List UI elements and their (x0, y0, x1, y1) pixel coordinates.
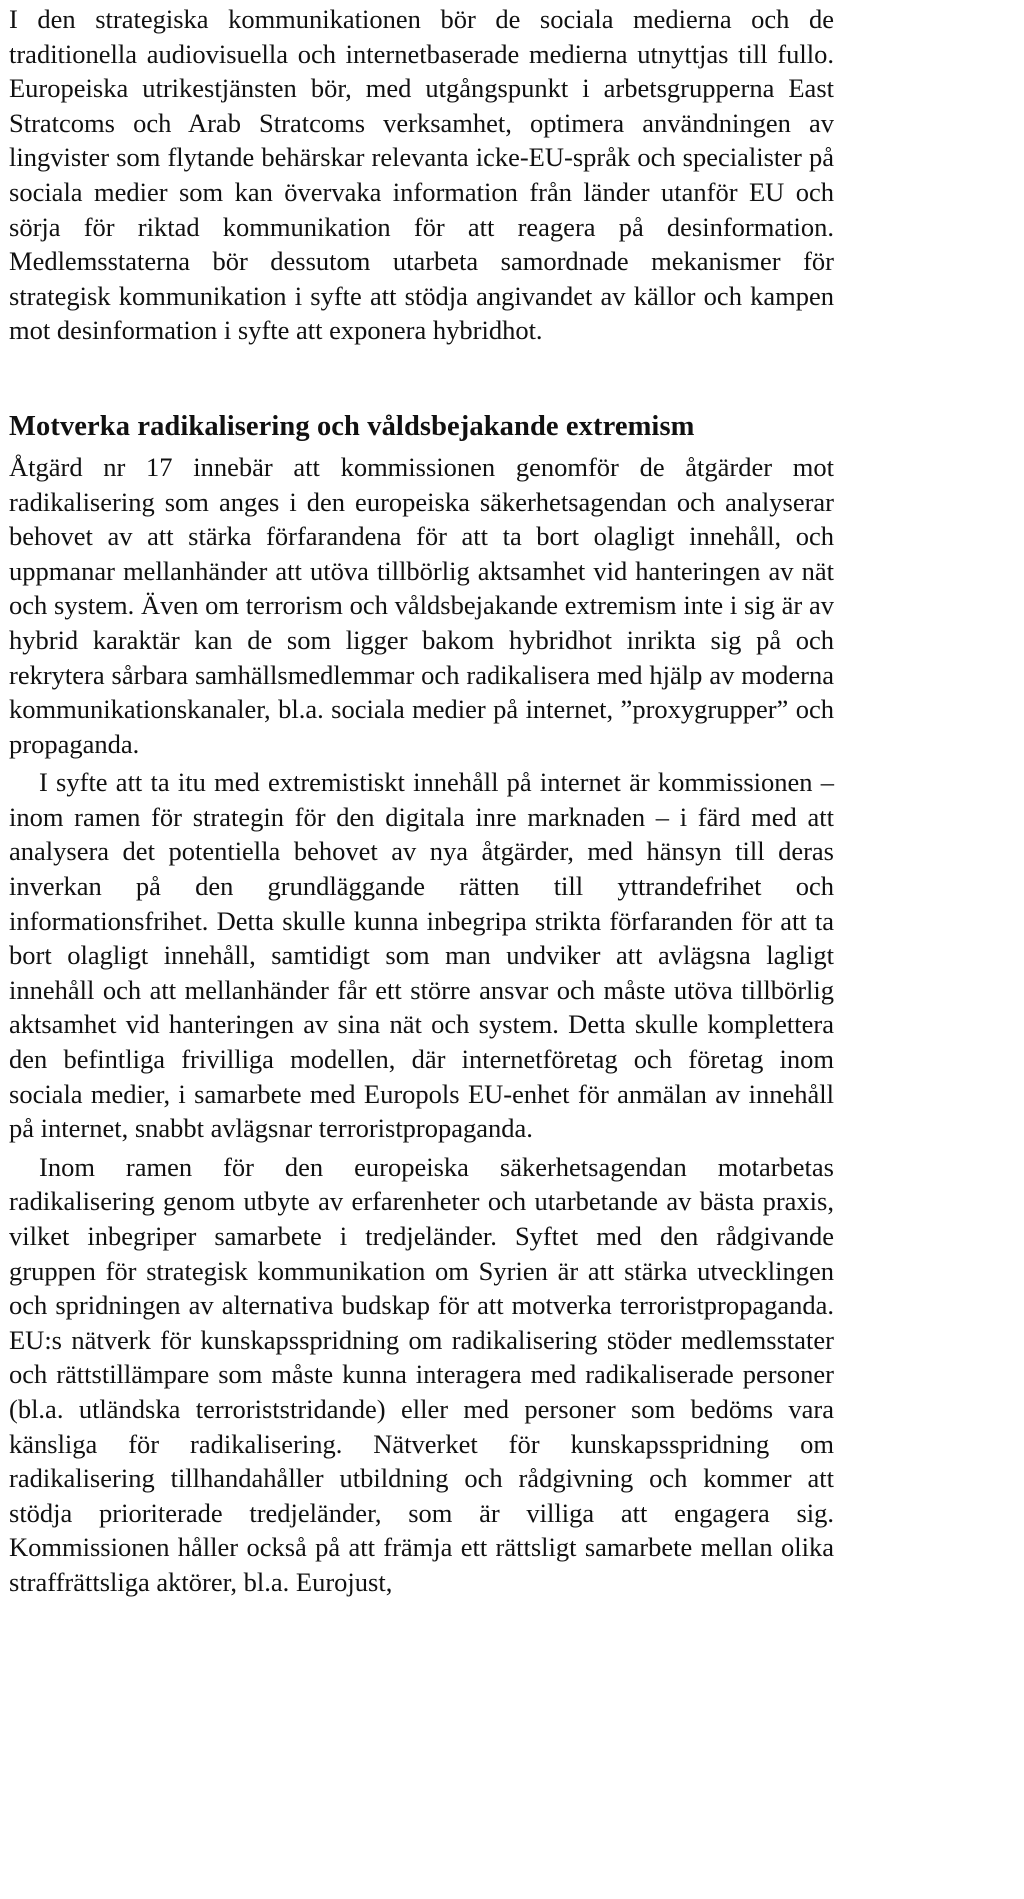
paragraph-extremist-content: I syfte att ta itu med extremistiskt innehåll på internet är kommissionen – inom ramen för strategin för den digitala inre marknaden – i färd med att analysera det potentiella behovet av nya åtgärder, med hänsyn till deras inverkan på den grundläggande rätten till yttrandefrihet och informationsfrihet. Detta skulle kunna inbegripa strikta förfaranden för att ta bort olagligt innehåll, samtidigt som man undviker att avlägsna lagligt innehåll och att mellanhänder får ett större ansvar och måste utöva tillbörlig aktsamhet vid hanteringen av sina nät och system. Detta skulle komplettera den befintliga frivilliga modellen, där internetföretag och företag inom sociala medier, i samarbete med Europols EU-enhet för anmälan av innehåll på internet, snabbt avlägsnar terroristpropaganda. (9, 767, 834, 1144)
document-page (9, 0, 834, 1600)
paragraph-action-17: Åtgärd nr 17 innebär att kommissionen genomför de åtgärder mot radikalisering som anges i den europeiska säkerhetsagendan och analyserar behovet av att stärka förfarandena för att ta bort olagligt innehåll, och uppmanar mellanhänder att utöva tillbörlig aktsamhet vid hanteringen av nät och system. Även om terrorism och våldsbejakande extremism inte i sig är av hybrid karaktär kan de som ligger bakom hybridhot inrikta sig på och rekrytera sårbara samhällsmedlemmar och radikalisera med hjälp av moderna kommunikationskanaler, bl.a. sociala medier på internet, ”proxygrupper” och propaganda. (9, 451, 834, 759)
paragraph-security-agenda: Inom ramen för den europeiska säkerhetsagendan motarbetas radikalisering genom utbyte av erfarenheter och utarbetande av bästa praxis, vilket inbegriper samarbete i tredjeländer. Syftet med den rådgivande gruppen för strategisk kommunikation om Syrien är att stärka utvecklingen och spridningen av alternativa budskap för att motverka terroristpropaganda. EU:s nätverk för kunskapsspridning om radikalisering stöder medlemsstater och rättstillämpare som måste kunna interagera med radikaliserade personer (bl.a. utländska terroriststridande) eller med personer som bedöms vara känsliga för radikalisering. Nätverket för kunskapsspridning om radikalisering tillhandahåller utbildning och rådgivning och kommer att stödja prioriterade tredjeländer, som är villiga att engagera sig. Kommissionen håller också på att främja ett rättsligt samarbete mellan olika straffrättsliga aktörer, bl.a. Eurojust, (9, 1151, 834, 1597)
section-heading: Motverka radikalisering och våldsbejakande extremism (9, 410, 695, 442)
paragraph-strategic-communication: I den strategiska kommunikationen bör de sociala medierna och de traditionella audiovisuella och internetbaserade medierna utnyttjas till fullo. Europeiska utrikestjänsten bör, med utgångspunkt i arbetsgrupperna East Stratcoms och Arab Stratcoms verksamhet, optimera användningen av lingvister som flytande behärskar relevanta icke-EU-språk och specialister på sociala medier som kan övervaka information från länder utanför EU och sörja för riktad kommunikation för att reagera på desinformation. Medlemsstaterna bör dessutom utarbeta samordnade mekanismer för strategisk kommunikation i syfte att stödja angivandet av källor och kampen mot desinformation i syfte att exponera hybridhot. (9, 4, 834, 346)
